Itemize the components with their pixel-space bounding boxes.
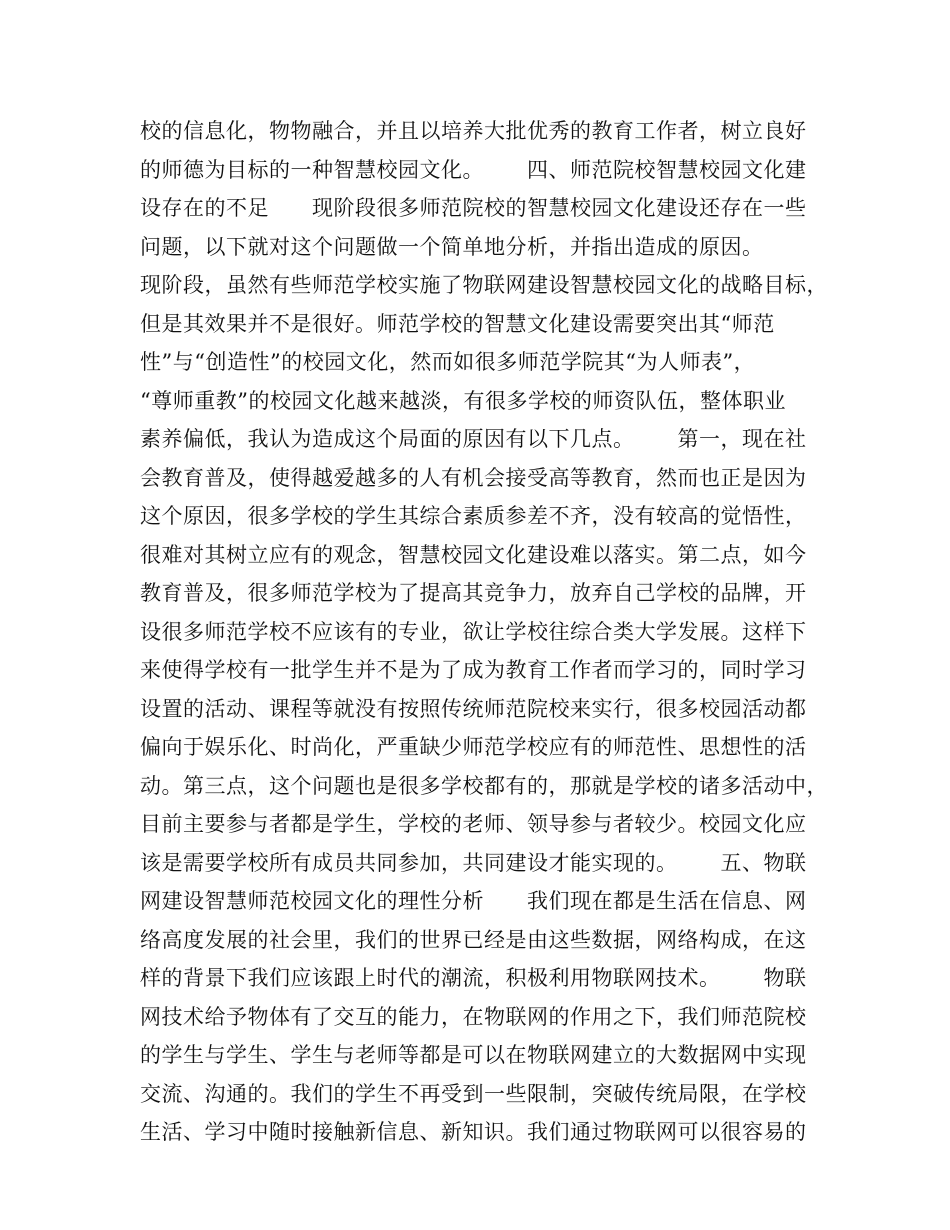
text-line: 动。第三点，这个问题也是很多学校都有的，那就是学校的诸多活动中， [140,773,828,798]
text-line: 性”与“创造性”的校园文化，然而如很多师范学院其“为人师表”， [140,350,756,374]
text-line: 的师德为目标的一种智慧校园文化。 四、师范院校智慧校园文化建 [140,157,807,182]
text-line: 网建设智慧师范校园文化的理性分析 我们现在都是生活在信息、网 [140,889,807,913]
text-line: 网技术给予物体有了交互的能力，在物联网的作用之下，我们师范院校 [140,1004,807,1029]
text-line: 偏向于娱乐化、时尚化，严重缺少师范学校应有的师范性、思想性的活 [140,735,807,759]
text-line: “尊师重教”的校园文化越来越淡，有很多学校的师资队伍，整体职业 [140,388,786,413]
text-line: 现阶段，虽然有些师范学校实施了物联网建设智慧校园文化的战略目标， [140,273,828,297]
text-line: 问题，以下就对这个问题做一个简单地分析，并指出造成的原因。 [140,234,764,259]
text-line: 的学生与学生、学生与老师等都是可以在物联网建立的大数据网中实现 [140,1043,807,1067]
text-line: 素养偏低，我认为造成这个局面的原因有以下几点。 第一，现在社 [140,427,807,451]
text-line: 设很多师范学校不应该有的专业，欲让学校往综合类大学发展。这样下 [140,619,807,644]
text-line: 很难对其树立应有的观念，智慧校园文化建设难以落实。第二点，如今 [140,542,807,567]
text-line: 但是其效果并不是很好。师范学校的智慧文化建设需要突出其“师范 [140,311,775,336]
text-line: 络高度发展的社会里，我们的世界已经是由这些数据，网络构成，在这 [140,927,807,952]
text-line: 会教育普及，使得越爱越多的人有机会接受高等教育，然而也正是因为 [140,465,807,490]
text-line: 这个原因，很多学校的学生其综合素质参差不齐，没有较高的觉悟性， [140,504,807,528]
text-line: 生活、学习中随时接触新信息、新知识。我们通过物联网可以很容易的 [140,1120,807,1144]
text-line: 设存在的不足 现阶段很多师范院校的智慧校园文化建设还存在一些 [140,196,807,220]
body-text [140,112,830,1152]
text-line: 样的背景下我们应该跟上时代的潮流，积极利用物联网技术。 物联 [140,966,807,990]
text-line: 目前主要参与者都是学生，学校的老师、领导参与者较少。校园文化应 [140,812,807,836]
text-line: 该是需要学校所有成员共同参加，共同建设才能实现的。 五、物联 [140,850,807,875]
text-line: 校的信息化，物物融合，并且以培养大批优秀的教育工作者，树立良好 [140,119,807,143]
text-line: 设置的活动、课程等就没有按照传统师范院校来实行，很多校园活动都 [140,696,807,721]
text-line: 交流、沟通的。我们的学生不再受到一些限制，突破传统局限，在学校 [140,1081,807,1106]
text-line: 来使得学校有一批学生并不是为了成为教育工作者而学习的，同时学习 [140,658,807,682]
text-line: 教育普及，很多师范学校为了提高其竞争力，放弃自己学校的品牌，开 [140,581,807,605]
